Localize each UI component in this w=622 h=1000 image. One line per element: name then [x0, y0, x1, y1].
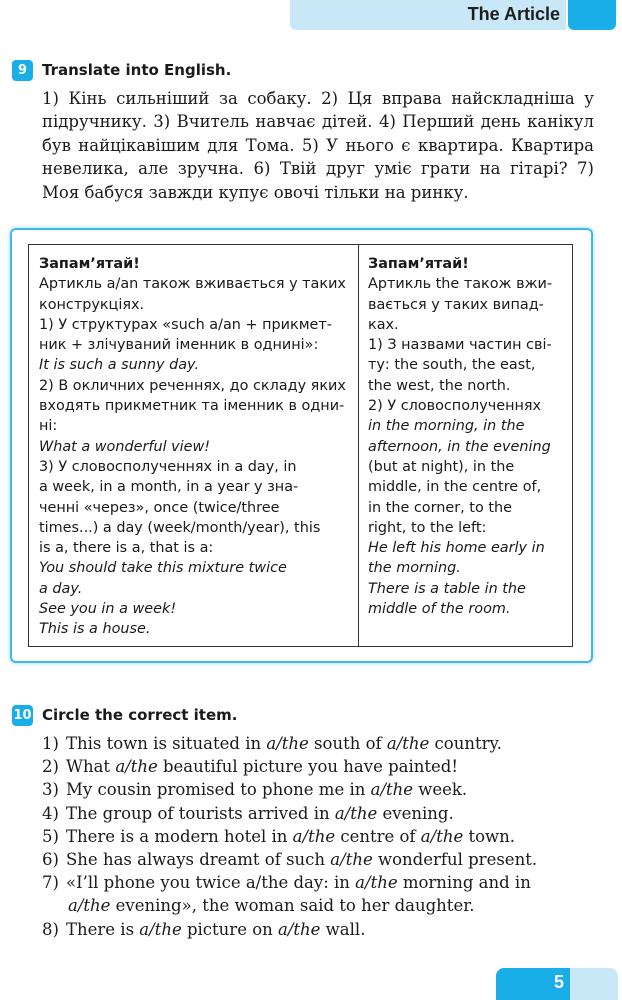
rule-line: the west, the north. [368, 377, 511, 394]
rule-line: He left his home early in [368, 540, 545, 557]
page-title: The Article [467, 4, 560, 24]
exercise-item [42, 825, 597, 848]
rule-line: a day. [39, 580, 83, 597]
item-text: There is a modern hotel in [66, 826, 293, 846]
rule-line: See you in a week! [39, 601, 177, 618]
item-text: evening. [377, 803, 454, 823]
rule-line: This is a house. [39, 621, 151, 638]
item-text: week. [413, 780, 468, 800]
exercise-9-number: 9 [12, 60, 33, 81]
item-text: What [66, 757, 116, 777]
choice-option[interactable]: a/the [355, 873, 398, 893]
rule-line: 2) В окличних реченнях, до складу яких [39, 377, 346, 394]
exercise-item [42, 894, 597, 917]
item-text: There is [66, 919, 140, 939]
rule-line: There is a table in the [368, 580, 526, 597]
rule-column-a-an [39, 254, 349, 640]
item-text: This town is situated in [66, 734, 267, 753]
exercise-item [42, 778, 597, 801]
rule-line: ту: the south, the east, [368, 357, 536, 374]
rule-line: is a, there is a, that is a: [39, 540, 214, 557]
exercise-9-title: Translate into English. [42, 61, 232, 79]
rule-table [28, 244, 573, 647]
item-text: She has always dreamt of such [66, 850, 331, 870]
choice-option[interactable]: a/the [420, 826, 464, 846]
rule-line: in the corner, to the [368, 499, 512, 516]
rule-line: вається у таких випад- [368, 296, 544, 313]
rule-line: middle of the room. [368, 601, 511, 618]
exercise-item [42, 871, 597, 894]
rule-line: It is such a sunny day. [39, 357, 200, 374]
rule-line: You should take this mixture twice [39, 560, 287, 577]
item-text: wonderful present. [372, 850, 538, 870]
rule-line: Запам’ятай! [368, 256, 469, 272]
rule-line: Артикль the також вжи- [368, 276, 553, 293]
item-number: 7) [42, 873, 59, 893]
exercise-10-number: 10 [12, 705, 33, 726]
choice-option[interactable]: a/the [115, 757, 158, 777]
rule-column-the [368, 254, 564, 619]
item-text: centre of [335, 826, 421, 846]
rule-line: ках. [368, 316, 399, 333]
rule-line: 1) У структурах «such a/an + прикмет- [39, 316, 332, 333]
choice-option[interactable]: a/the [278, 919, 321, 939]
rule-line: 1) З назвами частин сві- [368, 337, 552, 354]
choice-option[interactable]: a/the [386, 734, 430, 753]
item-text: picture on [181, 919, 279, 939]
item-text: south of [308, 734, 387, 753]
choice-option[interactable]: a/the [334, 803, 378, 823]
item-text: evening», the woman said to her daughter. [110, 896, 475, 916]
rule-line: middle, in the centre of, [368, 479, 542, 496]
choice-option[interactable]: a/the [370, 780, 414, 800]
item-number: 2) [42, 757, 59, 777]
exercise-item [42, 732, 597, 755]
rule-line: входять прикметник та іменник в одни- [39, 398, 345, 415]
rule-line: 3) У словосполученнях in a day, in [39, 458, 297, 475]
rule-line: afternoon, in the evening [368, 438, 551, 455]
rule-line: ні: [39, 418, 58, 435]
choice-option[interactable]: a/the [68, 896, 111, 916]
item-text: «I’ll phone you twice a/the day: in [66, 873, 356, 893]
item-text: wall. [320, 919, 366, 939]
item-number: 4) [42, 803, 59, 823]
exercise-10-items [42, 732, 597, 941]
item-number: 6) [42, 850, 59, 870]
rule-panel [10, 228, 593, 663]
item-text: town. [463, 826, 516, 846]
choice-option[interactable]: a/the [292, 826, 336, 846]
rule-line: Запам’ятай! [39, 256, 140, 272]
exercise-item [42, 802, 597, 825]
item-text: beautiful picture you have painted! [157, 757, 458, 777]
rule-line: right, to the left: [368, 519, 487, 536]
rule-line: конструкціях. [39, 296, 145, 313]
rule-line: times...) a day (week/month/year), this [39, 519, 321, 536]
item-number: 5) [42, 826, 59, 846]
rule-line: ник + злічуваний іменник в однині»: [39, 337, 319, 354]
item-text: My cousin promised to phone me in [66, 780, 371, 800]
choice-option[interactable]: a/the [330, 850, 373, 870]
exercise-item [42, 918, 597, 941]
exercise-10-title: Circle the correct item. [42, 706, 238, 724]
exercise-9-text: 1) Кінь сильніший за собаку. 2) Ця вправа найскладніша у підручнику. 3) Вчитель навчає дітей. 4) Перший день канікул був найцікавішим для Тома. 5) У нього є квартира. Квартира невелика, але зручна. 6) Твій друг уміє грати на гітарі? 7) Моя бабуся завжди купує овочі тільки на ринку. [42, 89, 594, 202]
table-divider [358, 245, 359, 646]
rule-line: the morning. [368, 560, 461, 577]
choice-option[interactable]: a/the [266, 734, 309, 753]
item-number: 8) [42, 919, 59, 939]
item-text: The group of tourists arrived in [66, 803, 335, 823]
exercise-item [42, 848, 597, 871]
header-bar [290, 0, 566, 30]
item-text: country. [429, 734, 502, 753]
item-text: morning and in [397, 873, 531, 893]
header-tab [568, 0, 616, 30]
rule-line: a week, in a month, in a year у зна- [39, 479, 299, 496]
item-number: 3) [42, 780, 59, 800]
rule-line: ченні «через», once (twice/three [39, 499, 280, 516]
exercise-item [42, 755, 597, 778]
item-number: 1) [42, 734, 59, 753]
page-number: 5 [553, 972, 564, 992]
rule-line: (but at night), in the [368, 458, 515, 475]
choice-option[interactable]: a/the [139, 919, 182, 939]
rule-line: What a wonderful view! [39, 438, 211, 455]
rule-line: 2) У словосполученнях [368, 398, 542, 415]
rule-line: Артикль a/an також вживається у таких [39, 276, 346, 293]
rule-line: in the morning, in the [368, 418, 525, 435]
